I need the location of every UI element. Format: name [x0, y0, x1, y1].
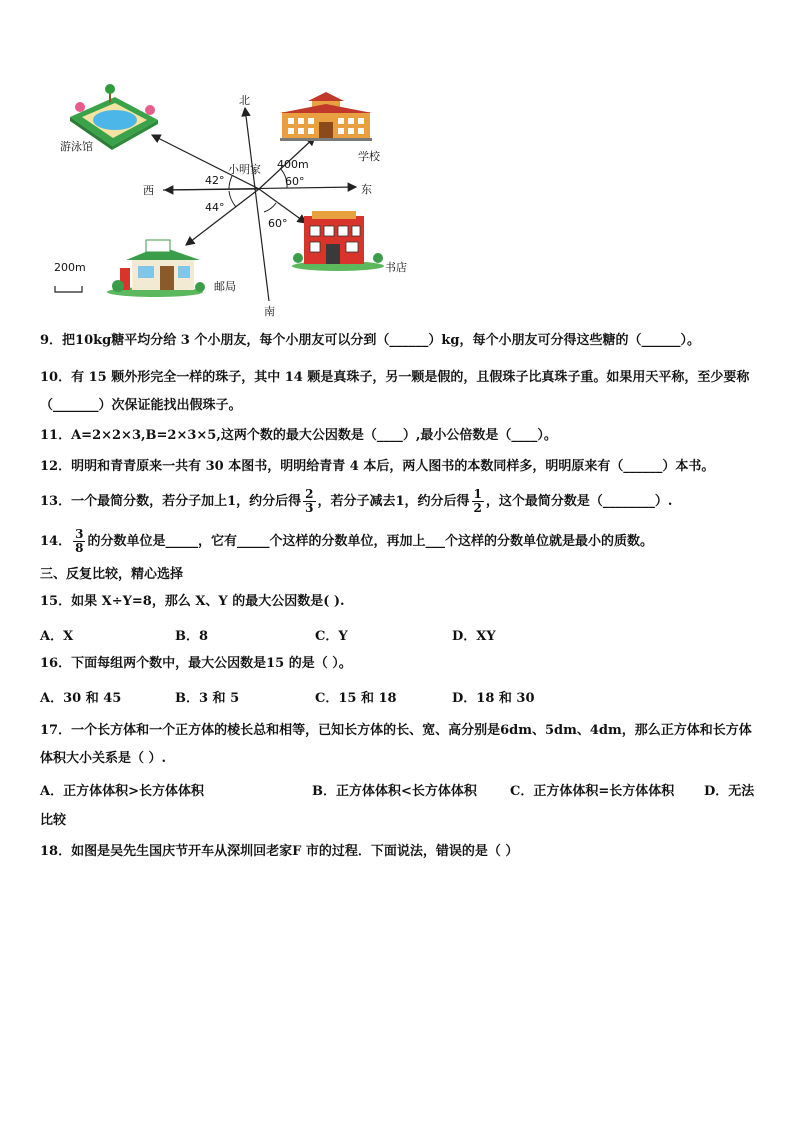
- label-south: 南: [264, 305, 275, 318]
- ray-post: [186, 189, 259, 245]
- option-c[interactable]: C．正方体体积=长方体体积: [510, 784, 675, 799]
- question-18: 18．如图是吴先生国庆节开车从深圳回老家F 市的过程．下面说法，错误的是（ ）: [40, 844, 519, 859]
- question-17-tail: 比较: [40, 813, 67, 828]
- north-south-axis: [245, 108, 269, 301]
- label-center: 小明家: [228, 163, 261, 176]
- option-b[interactable]: B．正方体体积<长方体体积: [312, 784, 477, 799]
- fraction-3-8: $\frac{3}{8}$: [75, 527, 84, 555]
- bookstore-icon: [292, 211, 384, 271]
- option-d[interactable]: D．XY: [452, 629, 496, 644]
- label-post: 邮局: [214, 280, 236, 293]
- question-10: 10．有 15 颗外形完全一样的珠子，其中 14 颗是真珠子，另一颗是假的，且假珠子比真珠子重。如果用天平称，至少要称（_______）次保证能找出假珠子。: [40, 370, 750, 413]
- label-scale: 200m: [54, 261, 86, 274]
- question-9: 9．把10kg糖平均分给 3 个小朋友，每个小朋友可以分到（______）kg，每个小朋友可分得这些糖的（______）。: [40, 333, 700, 348]
- label-pool: 游泳馆: [60, 140, 93, 153]
- question-17: 17．一个长方体和一个正方体的棱长总和相等，已知长方体的长、宽、高分别是6dm、5dm、4dm，那么正方体和长方体体积大小关系是（ ）.: [40, 723, 752, 766]
- question-13: 13．一个最简分数，若分子加上1，约分后得 $\frac{2}{3}$ ，若分子减去1，约分后得 $\frac{1}{2}$ ，这个最简分数是（________）.: [40, 487, 673, 515]
- label-school: 学校: [358, 150, 380, 163]
- school-icon: [280, 92, 372, 141]
- option-d[interactable]: D．无法: [704, 784, 755, 799]
- option-a[interactable]: A．30 和 45: [40, 691, 122, 706]
- option-c[interactable]: C．Y: [315, 629, 348, 644]
- question-16: 16．下面每组两个数中，最大公因数是15 的是（ ）。: [40, 656, 352, 671]
- fraction-2-3: $\frac{2}{3}$: [305, 487, 314, 515]
- option-b[interactable]: B．3 和 5: [175, 691, 240, 706]
- label-north: 北: [239, 94, 250, 107]
- question-11: 11．A=2×2×3,B=2×3×5,这两个数的最大公因数是（____）,最小公倍数是（____）。: [40, 428, 557, 443]
- label-distance: 400m: [277, 158, 309, 171]
- angle-sw: 44°: [205, 201, 225, 214]
- option-b[interactable]: B．8: [175, 629, 209, 644]
- section-3-heading: 三、反复比较，精心选择: [40, 567, 184, 582]
- fraction-1-2: $\frac{1}{2}$: [473, 487, 482, 515]
- post-office-icon: [107, 240, 205, 297]
- question-14: 14． $\frac{3}{8}$ 的分数单位是_____，它有_____个这样的分数单位，再加上___个这样的分数单位就是最小的质数。: [40, 527, 653, 555]
- angle-nw: 42°: [205, 174, 225, 187]
- label-bookstore: 书店: [385, 261, 407, 274]
- direction-diagram: [0, 0, 794, 330]
- option-a[interactable]: A．X: [40, 629, 74, 644]
- option-c[interactable]: C．15 和 18: [315, 691, 397, 706]
- label-west: 西: [143, 184, 154, 197]
- angle-ne: 60°: [285, 175, 305, 188]
- option-a[interactable]: A．正方体体积>长方体体积: [40, 784, 204, 799]
- scale-bar: [55, 286, 82, 292]
- question-12: 12．明明和青青原来一共有 30 本图书，明明给青青 4 本后，两人图书的本数同样多，明明原来有（______）本书。: [40, 459, 715, 474]
- label-east: 东: [361, 183, 372, 196]
- angle-se: 60°: [268, 217, 288, 230]
- question-15: 15．如果 X÷Y=8，那么 X、Y 的最大公因数是( ).: [40, 594, 345, 609]
- option-d[interactable]: D．18 和 30: [452, 691, 535, 706]
